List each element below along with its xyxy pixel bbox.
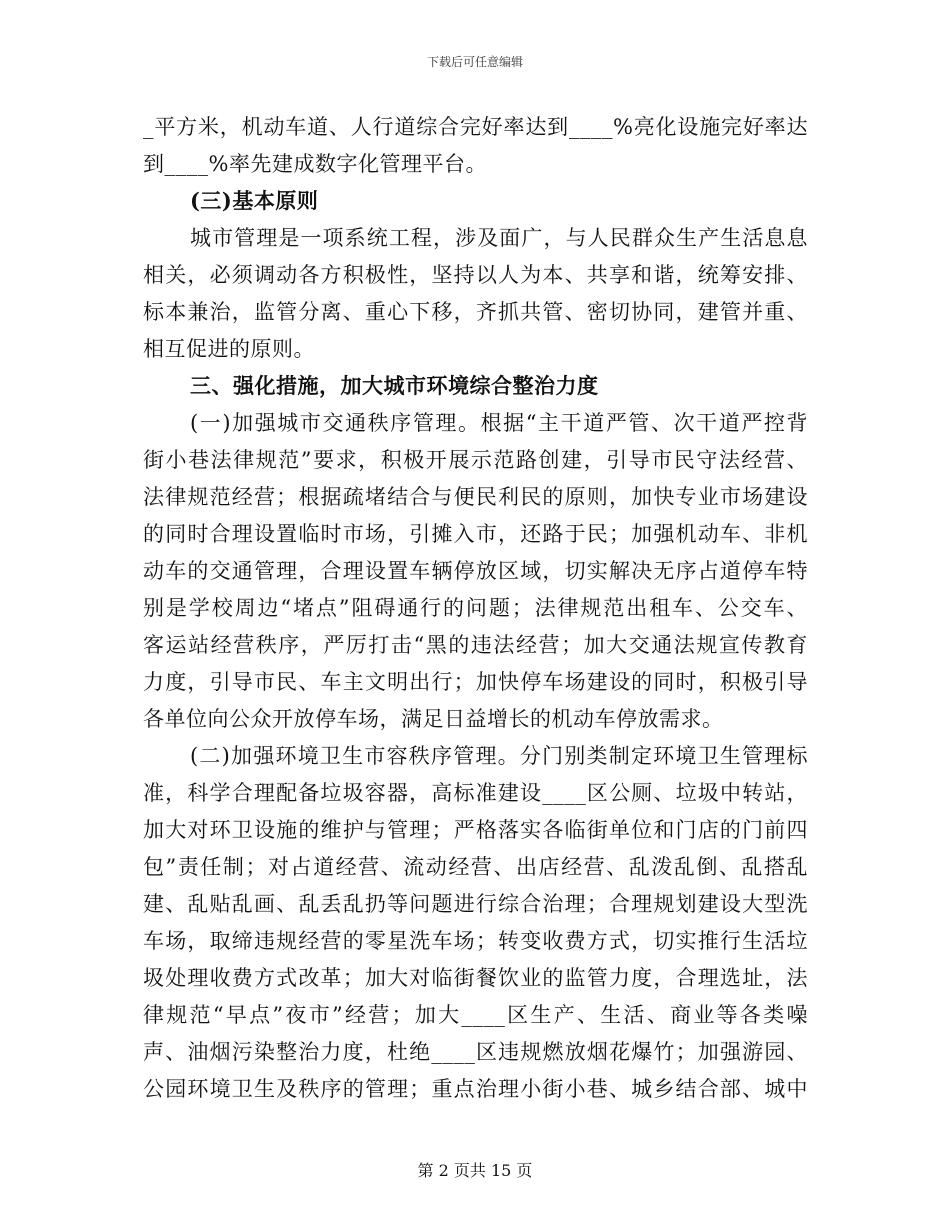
text-line: 动车的交通管理，合理设置车辆停放区域，切实解决无序占道停车特 — [143, 559, 808, 583]
text-line: 圾处理收费方式改革；加大对临街餐饮业的监管力度，合理选址，法 — [143, 966, 808, 990]
text-line: _平方米，机动车道、人行道综合完好率达到____%亮化设施完好率达 — [143, 115, 808, 139]
text-line: 相关，必须调动各方积极性，坚持以人为本、共享和谐，统筹安排、 — [143, 263, 808, 287]
text-line: 声、油烟污染整治力度，杜绝____区违规燃放烟花爆竹；加强游园、 — [143, 1040, 808, 1064]
text-line: (二)加强环境卫生市容秩序管理。分门别类制定环境卫生管理标 — [190, 744, 808, 768]
text-line: (一)加强城市交通秩序管理。根据“主干道严管、次干道严控背 — [190, 411, 808, 435]
section-heading: (三)基本原则 — [190, 188, 319, 213]
section-heading: 三、强化措施，加大城市环境综合整治力度 — [190, 373, 599, 398]
page-footer: 第 2 页共 15 页 — [417, 1161, 533, 1180]
text-line: 包”责任制；对占道经营、流动经营、出店经营、乱泼乱倒、乱搭乱 — [143, 855, 808, 879]
text-line: 街小巷法律规范”要求，积极开展示范路创建，引导市民守法经营、 — [143, 448, 808, 472]
text-line: 律规范“早点”夜市”经营；加大____区生产、生活、商业等各类噪 — [143, 1003, 808, 1027]
text-line: 标本兼治，监管分离、重心下移，齐抓共管、密切协同，建管并重、 — [143, 300, 808, 324]
text-line: 加大对环卫设施的维护与管理；严格落实各临街单位和门店的门前四 — [143, 818, 808, 842]
text-line: 的同时合理设置临时市场，引摊入市，还路于民；加强机动车、非机 — [143, 522, 808, 546]
text-line: 车场，取缔违规经营的零星洗车场；转变收费方式，切实推行生活垃 — [143, 929, 808, 953]
text-line: 法律规范经营；根据疏堵结合与便民利民的原则，加快专业市场建设 — [143, 485, 808, 509]
text-line: 公园环境卫生及秩序的管理；重点治理小街小巷、城乡结合部、城中 — [143, 1077, 808, 1101]
text-line: 建、乱贴乱画、乱丢乱扔等问题进行综合治理；合理规划建设大型洗 — [143, 892, 808, 916]
text-line: 到____%率先建成数字化管理平台。 — [143, 152, 487, 176]
page-header: 下载后可任意编辑 — [426, 55, 523, 69]
text-line: 城市管理是一项系统工程，涉及面广，与人民群众生产生活息息 — [190, 226, 808, 250]
text-line: 别是学校周边“堵点”阻碍通行的问题；法律规范出租车、公交车、 — [143, 596, 808, 620]
text-line: 准，科学合理配备垃圾容器，高标准建设____区公厕、垃圾中转站， — [143, 781, 808, 805]
text-line: 客运站经营秩序，严厉打击“黑的违法经营；加大交通法规宣传教育 — [143, 633, 808, 657]
text-line: 各单位向公众开放停车场，满足日益增长的机动车停放需求。 — [143, 707, 724, 731]
text-line: 力度，引导市民、车主文明出行；加快停车场建设的同时，积极引导 — [143, 670, 808, 694]
text-line: 相互促进的原则。 — [143, 337, 315, 361]
